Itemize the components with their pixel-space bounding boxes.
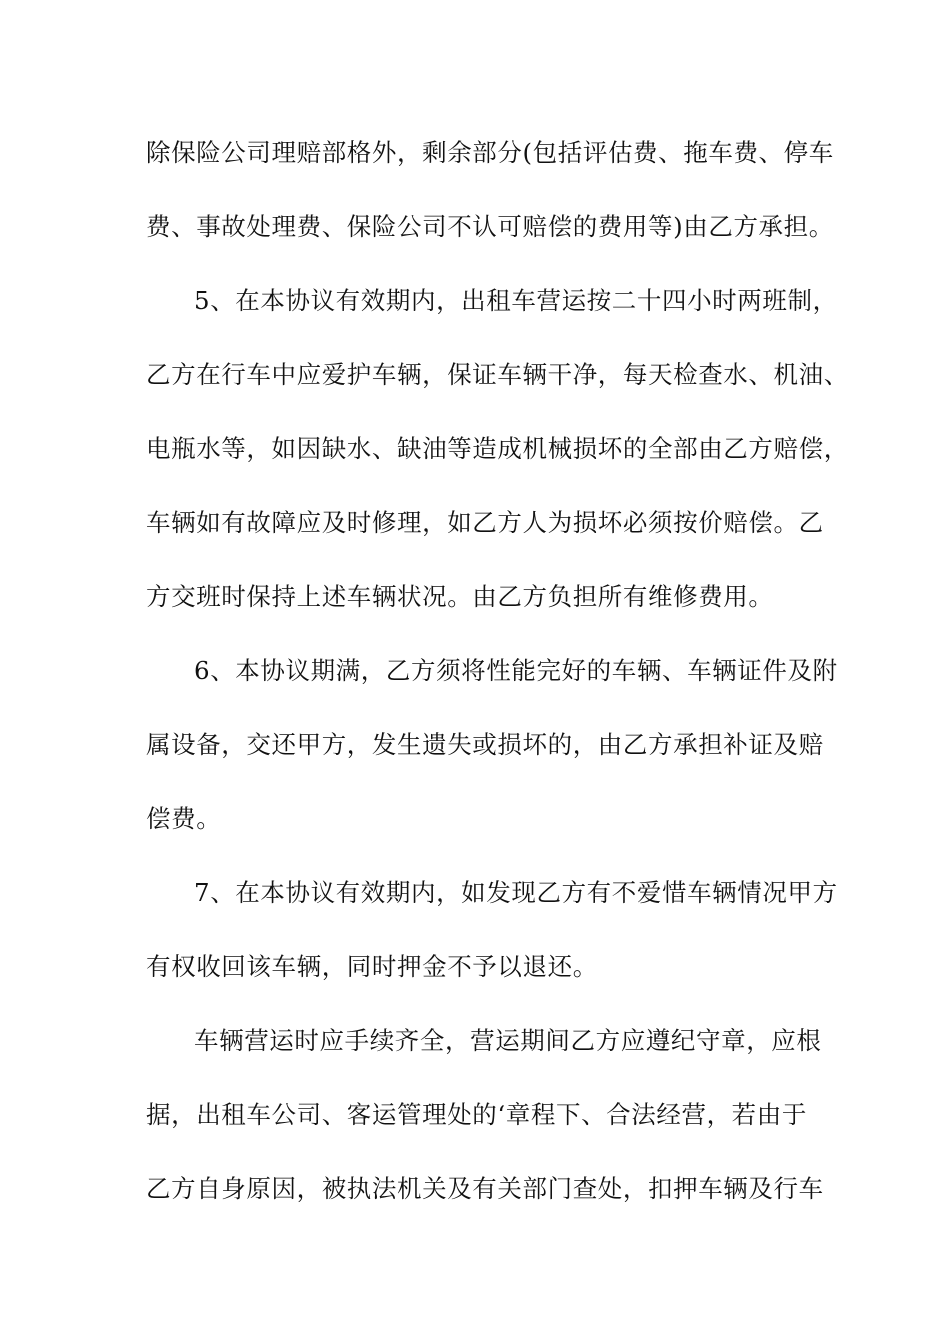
text-line: 乙方自身原因，被执法机关及有关部门查处，扣押车辆及行车 <box>146 1174 824 1203</box>
text-line: 乙方在行车中应爱护车辆，保证车辆干净，每天检查水、机油、 <box>146 360 849 389</box>
text-line: 除保险公司理赔部格外，剩余部分(包括评估费、拖车费、停车 <box>146 138 834 167</box>
clause-5-start: 5、在本协议有效期内，出租车营运按二十四小时两班制， <box>194 286 838 315</box>
text-line: 据，出租车公司、客运管理处的‘章程下、合法经营，若由于 <box>146 1100 807 1129</box>
text-line: 电瓶水等，如因缺水、缺油等造成机械损坏的全部由乙方赔偿， <box>146 434 849 463</box>
text-line: 费、事故处理费、保险公司不认可赔偿的费用等)由乙方承担。 <box>146 212 834 241</box>
clause-7-start: 7、在本协议有效期内，如发现乙方有不爱惜车辆情况甲方 <box>194 878 838 907</box>
document-body <box>146 128 849 1238</box>
text-line: 有权收回该车辆，同时押金不予以退还。 <box>146 952 598 981</box>
text-line: 属设备，交还甲方，发生遗失或损坏的，由乙方承担补证及赔 <box>146 730 824 759</box>
text-line: 偿费。 <box>146 804 222 833</box>
clause-6-start: 6、本协议期满，乙方须将性能完好的车辆、车辆证件及附 <box>194 656 838 685</box>
paragraph-vehicle-operation-start: 车辆营运时应手续齐全，营运期间乙方应遵纪守章，应根 <box>194 1026 822 1055</box>
text-line: 车辆如有故障应及时修理，如乙方人为损坏必须按价赔偿。乙 <box>146 508 824 537</box>
text-line: 方交班时保持上述车辆状况。由乙方负担所有维修费用。 <box>146 582 774 611</box>
